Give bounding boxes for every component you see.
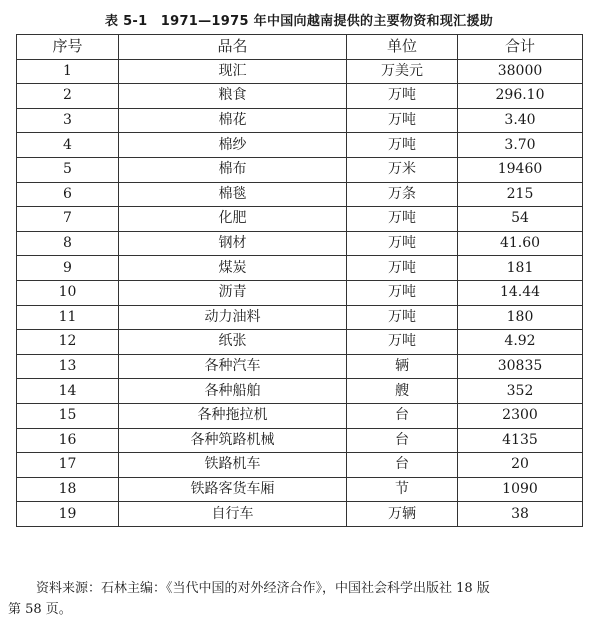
row-unit: 万米 — [347, 157, 458, 182]
row-total: 296.10 — [458, 84, 583, 109]
row-index: 15 — [17, 403, 119, 428]
row-total: 2300 — [458, 403, 583, 428]
source-note-page: 第 58 页。 — [8, 602, 72, 617]
row-unit: 万吨 — [347, 305, 458, 330]
row-total: 1090 — [458, 477, 583, 502]
row-item: 各种汽车 — [119, 354, 347, 379]
row-unit: 万辆 — [347, 502, 458, 527]
row-index: 1 — [17, 59, 119, 84]
row-index: 11 — [17, 305, 119, 330]
row-item: 动力油料 — [119, 305, 347, 330]
header-index: 序号 — [17, 35, 119, 60]
row-total: 54 — [458, 207, 583, 232]
row-unit: 台 — [347, 403, 458, 428]
table-row — [17, 305, 583, 330]
row-item: 棉毯 — [119, 182, 347, 207]
row-item: 棉布 — [119, 157, 347, 182]
row-total: 19460 — [458, 157, 583, 182]
row-total: 352 — [458, 379, 583, 404]
table-row — [17, 157, 583, 182]
table-row — [17, 108, 583, 133]
table-row — [17, 477, 583, 502]
row-item: 煤炭 — [119, 256, 347, 281]
row-item: 各种拖拉机 — [119, 403, 347, 428]
table-title: 表 5-1 1971—1975 年中国向越南提供的主要物资和现汇援助 — [104, 14, 494, 29]
row-total: 38000 — [458, 59, 583, 84]
row-unit: 台 — [347, 428, 458, 453]
table-row — [17, 256, 583, 281]
row-total: 181 — [458, 256, 583, 281]
row-unit: 万吨 — [347, 231, 458, 256]
row-index: 2 — [17, 84, 119, 109]
row-total: 4135 — [458, 428, 583, 453]
row-total: 3.70 — [458, 133, 583, 158]
source-note: 资料来源：石林主编：《当代中国的对外经济合作》，中国社会科学出版社 18 版 — [36, 581, 490, 596]
table-row — [17, 182, 583, 207]
row-unit: 艘 — [347, 379, 458, 404]
row-unit: 万吨 — [347, 84, 458, 109]
row-total: 4.92 — [458, 330, 583, 355]
row-item: 棉纱 — [119, 133, 347, 158]
row-total: 3.40 — [458, 108, 583, 133]
row-item: 沥青 — [119, 280, 347, 305]
row-unit: 万美元 — [347, 59, 458, 84]
header-item: 品名 — [119, 35, 347, 60]
row-total: 30835 — [458, 354, 583, 379]
row-unit: 台 — [347, 453, 458, 478]
row-unit: 辆 — [347, 354, 458, 379]
row-item: 纸张 — [119, 330, 347, 355]
table-row — [17, 428, 583, 453]
row-item: 铁路机车 — [119, 453, 347, 478]
row-total: 38 — [458, 502, 583, 527]
header-row — [17, 35, 583, 60]
row-index: 12 — [17, 330, 119, 355]
row-unit: 万吨 — [347, 108, 458, 133]
row-index: 5 — [17, 157, 119, 182]
row-unit: 万吨 — [347, 133, 458, 158]
table-row — [17, 84, 583, 109]
table-row — [17, 280, 583, 305]
row-unit: 万吨 — [347, 256, 458, 281]
row-item: 自行车 — [119, 502, 347, 527]
row-unit: 万吨 — [347, 280, 458, 305]
table-row — [17, 502, 583, 527]
row-item: 粮食 — [119, 84, 347, 109]
table-body — [17, 59, 583, 526]
row-index: 19 — [17, 502, 119, 527]
row-index: 14 — [17, 379, 119, 404]
row-total: 180 — [458, 305, 583, 330]
row-index: 7 — [17, 207, 119, 232]
row-index: 13 — [17, 354, 119, 379]
row-total: 41.60 — [458, 231, 583, 256]
table-row — [17, 231, 583, 256]
row-item: 铁路客货车厢 — [119, 477, 347, 502]
row-index: 4 — [17, 133, 119, 158]
table-row — [17, 403, 583, 428]
row-unit: 万吨 — [347, 330, 458, 355]
table-row — [17, 330, 583, 355]
table-row — [17, 379, 583, 404]
header-total: 合计 — [458, 35, 583, 60]
row-item: 各种筑路机械 — [119, 428, 347, 453]
row-index: 10 — [17, 280, 119, 305]
table-row — [17, 133, 583, 158]
row-index: 3 — [17, 108, 119, 133]
row-index: 9 — [17, 256, 119, 281]
row-index: 16 — [17, 428, 119, 453]
row-total: 14.44 — [458, 280, 583, 305]
row-item: 现汇 — [119, 59, 347, 84]
table-row — [17, 59, 583, 84]
row-total: 215 — [458, 182, 583, 207]
row-index: 17 — [17, 453, 119, 478]
row-index: 18 — [17, 477, 119, 502]
aid-table — [16, 34, 583, 527]
row-index: 6 — [17, 182, 119, 207]
row-item: 各种船舶 — [119, 379, 347, 404]
row-unit: 万吨 — [347, 207, 458, 232]
row-item: 棉花 — [119, 108, 347, 133]
table-row — [17, 453, 583, 478]
header-unit: 单位 — [347, 35, 458, 60]
row-total: 20 — [458, 453, 583, 478]
row-item: 钢材 — [119, 231, 347, 256]
table-row — [17, 207, 583, 232]
row-unit: 节 — [347, 477, 458, 502]
table-row — [17, 354, 583, 379]
row-index: 8 — [17, 231, 119, 256]
row-unit: 万条 — [347, 182, 458, 207]
row-item: 化肥 — [119, 207, 347, 232]
